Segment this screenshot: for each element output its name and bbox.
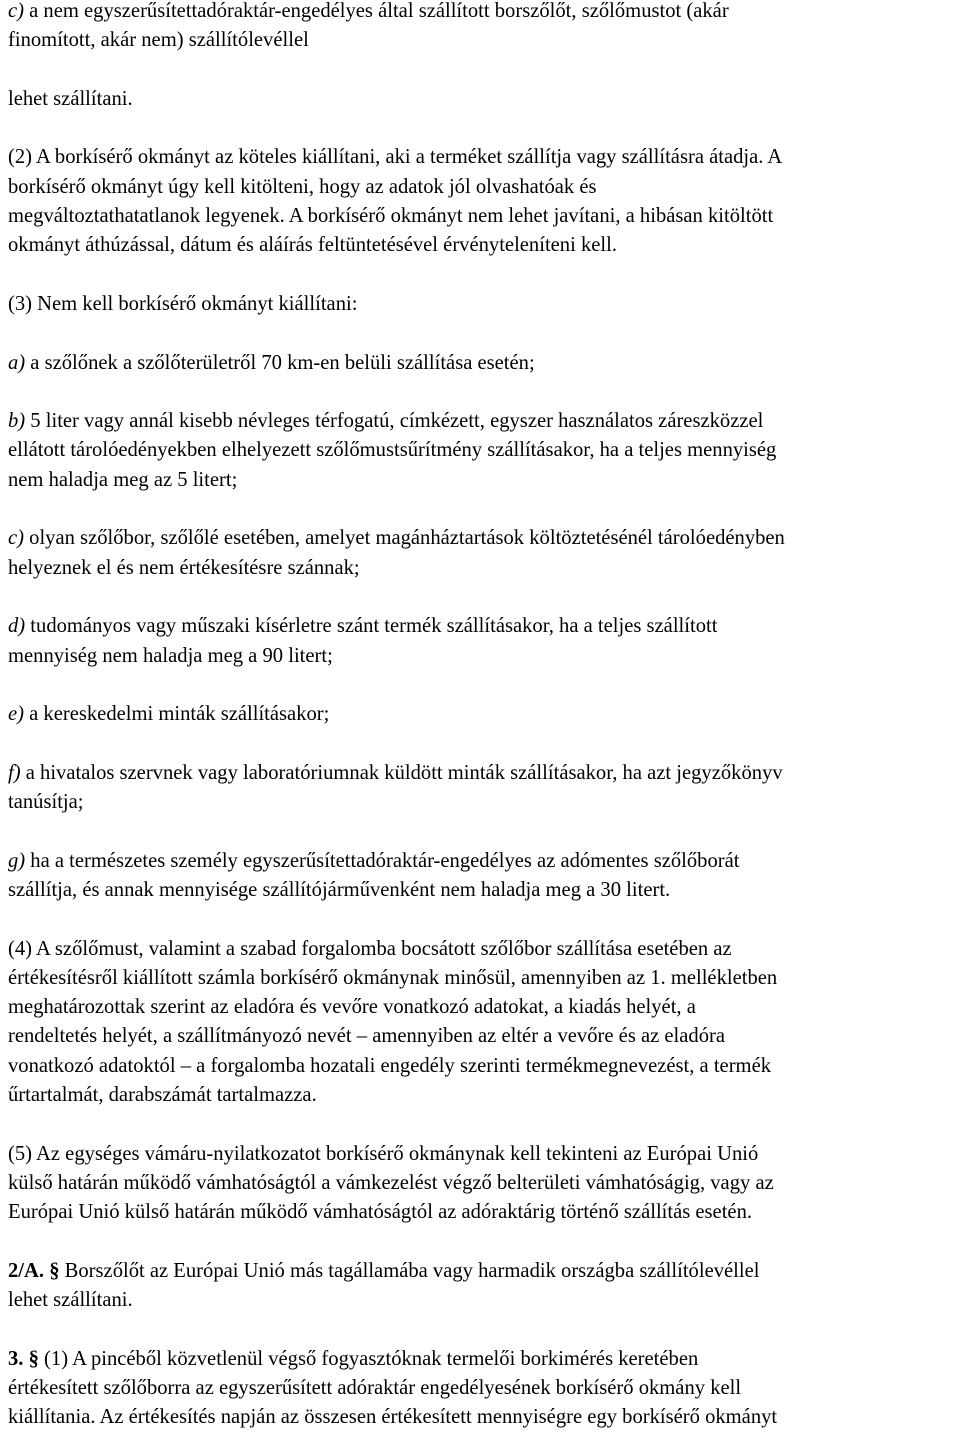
- text-line: kiállítania. Az értékesítés napján az összesen értékesített mennyiségre egy borkísérő okmányt: [8, 1406, 778, 1429]
- line-text: (1) A pincéből közvetlenül végső fogyasztóknak termelői borkimérés keretében: [38, 1347, 699, 1370]
- paragraph-gap: [8, 1227, 956, 1256]
- paragraph-gap: [8, 671, 956, 700]
- item-label: c): [8, 0, 24, 22]
- text-line: lehet szállítani.: [8, 1289, 133, 1312]
- blank-line: [8, 56, 956, 85]
- paragraph-5: [8, 1140, 956, 1228]
- item-label: a): [8, 351, 26, 374]
- paragraph-gap: [8, 583, 956, 612]
- text-line: (4) A szőlőmust, valamint a szabad forgalomba bocsátott szőlőbor szállítása esetében az: [8, 937, 732, 960]
- line-text: a kereskedelmi minták szállításakor;: [24, 703, 330, 726]
- text-line: (2) A borkísérő okmányt az köteles kiállítani, aki a terméket szállítja vagy szállításra átadja. A: [8, 146, 783, 169]
- item-label: g): [8, 849, 26, 872]
- section-3: [8, 1345, 956, 1433]
- list-item-a: [8, 349, 956, 378]
- text-line: (5) Az egységes vámáru-nyilatkozatot borkísérő okmánynak kell tekinteni az Európai Unió: [8, 1142, 759, 1165]
- text-line: (3) Nem kell borkísérő okmányt kiállítani:: [8, 292, 358, 315]
- line-text: 5 liter vagy annál kisebb névleges térfogatú, címkézett, egyszer használatos záreszközzel: [25, 410, 764, 433]
- paragraph-gap: [8, 1315, 956, 1344]
- line-text: ha a természetes személy egyszerűsítettadóraktár-engedélyes az adómentes szőlőborát: [25, 849, 740, 872]
- text-line: borkísérő okmányt úgy kell kitölteni, hogy az adatok jól olvashatóak és: [8, 175, 597, 198]
- paragraph-gap: [8, 817, 956, 846]
- item-label: f): [8, 761, 21, 784]
- text-line: [8, 349, 956, 378]
- text-line: szállítja, és annak mennyisége szállítójárművenként nem haladja meg a 30 litert.: [8, 878, 671, 901]
- item-label: b): [8, 410, 26, 433]
- document-page: [8, 0, 956, 1433]
- text-line: finomított, akár nem) szállítólevéllel: [8, 29, 309, 52]
- paragraph-gap: [8, 319, 956, 348]
- text-line: [8, 0, 956, 26]
- paragraph-gap: [8, 729, 956, 758]
- item-label: d): [8, 615, 26, 638]
- paragraph-4: [8, 935, 956, 1111]
- section-number: 2/A.: [8, 1259, 45, 1282]
- list-item-d: [8, 612, 956, 671]
- text-line: nem haladja meg az 5 litert;: [8, 468, 238, 491]
- text-line: helyeznek el és nem értékesítésre szánnak;: [8, 556, 360, 579]
- text-line: ellátott tárolóedényekben elhelyezett szőlőmustsűrítmény szállításakor, ha a teljes mennyiség: [8, 439, 777, 462]
- text-line: [8, 524, 956, 553]
- list-item-g: [8, 847, 956, 906]
- text-line: megváltoztathatatlanok legyenek. A borkísérő okmányt nem lehet javítani, a hibásan kitöltött: [8, 205, 774, 228]
- item-label: e): [8, 703, 24, 726]
- text-line: értékesített szőlőborra az egyszerűsített adóraktár engedélyesének borkísérő okmány kell: [8, 1376, 742, 1399]
- paragraph-gap: [8, 114, 956, 143]
- text-line: értékesítésről kiállított számla borkísérő okmánynak minősül, amennyiben az 1. mellékletben: [8, 966, 778, 989]
- text-line: [8, 612, 956, 641]
- line-text: a nem egyszerűsítettadóraktár-engedélyes által szállított borszőlőt, szőlőmustot (akár: [24, 0, 729, 22]
- text-line: rendeltetés helyét, a szállítmányozó nevét – amennyiben az eltér a vevőre és az eladóra: [8, 1025, 726, 1048]
- text-line: meghatározottak szerint az eladóra és vevőre vonatkozó adatokat, a kiadás helyét, a: [8, 996, 696, 1019]
- line-text: olyan szőlőbor, szőlőlé esetében, amelyet magánháztartások költöztetésénél tárolóedényben: [24, 527, 785, 550]
- line-text: a hivatalos szervnek vagy laboratóriumnak küldött minták szállításakor, ha azt jegyzőkönyv: [20, 761, 783, 784]
- paragraph-gap: [8, 261, 956, 290]
- text-line: [8, 1257, 956, 1286]
- paragraph-gap: [8, 378, 956, 407]
- text-line: mennyiség nem haladja meg a 90 litert;: [8, 644, 333, 667]
- paragraph-3: [8, 290, 956, 319]
- section-sign: §: [28, 1347, 39, 1370]
- text-line: vonatkozó adatoktól – a forgalomba hozatali engedély szerinti termékmegnevezést, a termék: [8, 1054, 772, 1077]
- section-number: 3.: [8, 1347, 24, 1370]
- item-label: c): [8, 527, 24, 550]
- text-line: [8, 759, 956, 788]
- list-item-f: [8, 759, 956, 818]
- text-line: [8, 1345, 956, 1374]
- paragraph-gap: [8, 495, 956, 524]
- list-item-e: [8, 700, 956, 729]
- text-line: lehet szállítani.: [8, 87, 133, 110]
- list-item-c: [8, 524, 956, 583]
- paragraph-2: [8, 143, 956, 260]
- text-line: tanúsítja;: [8, 791, 84, 814]
- text-line: [8, 407, 956, 436]
- text-line: [8, 700, 956, 729]
- paragraph-gap: [8, 905, 956, 934]
- list-item-b: [8, 407, 956, 495]
- section-sign: §: [49, 1259, 60, 1282]
- text-line: külső határán működő vámhatóságtól a vámkezelést végző belterületi vámhatóságig, vagy az: [8, 1171, 774, 1194]
- paragraph-gap: [8, 1110, 956, 1139]
- line-text: Borszőlőt az Európai Unió más tagállamába vagy harmadik országba szállítólevéllel: [59, 1259, 760, 1282]
- text-line: Európai Unió külső határán működő vámhatóságtól az adóraktárig történő szállítás esetén.: [8, 1201, 753, 1224]
- text-line: [8, 847, 956, 876]
- section-2a: [8, 1257, 956, 1316]
- paragraph-c-shipment: [8, 0, 956, 114]
- line-text: tudományos vagy műszaki kísérletre szánt termék szállításakor, ha a teljes szállított: [25, 615, 718, 638]
- line-text: a szőlőnek a szőlőterületről 70 km-en belüli szállítása esetén;: [25, 351, 535, 374]
- text-line: űrtartalmát, darabszámát tartalmazza.: [8, 1083, 317, 1106]
- text-line: okmányt áthúzással, dátum és aláírás feltüntetésével érvényteleníteni kell.: [8, 234, 618, 257]
